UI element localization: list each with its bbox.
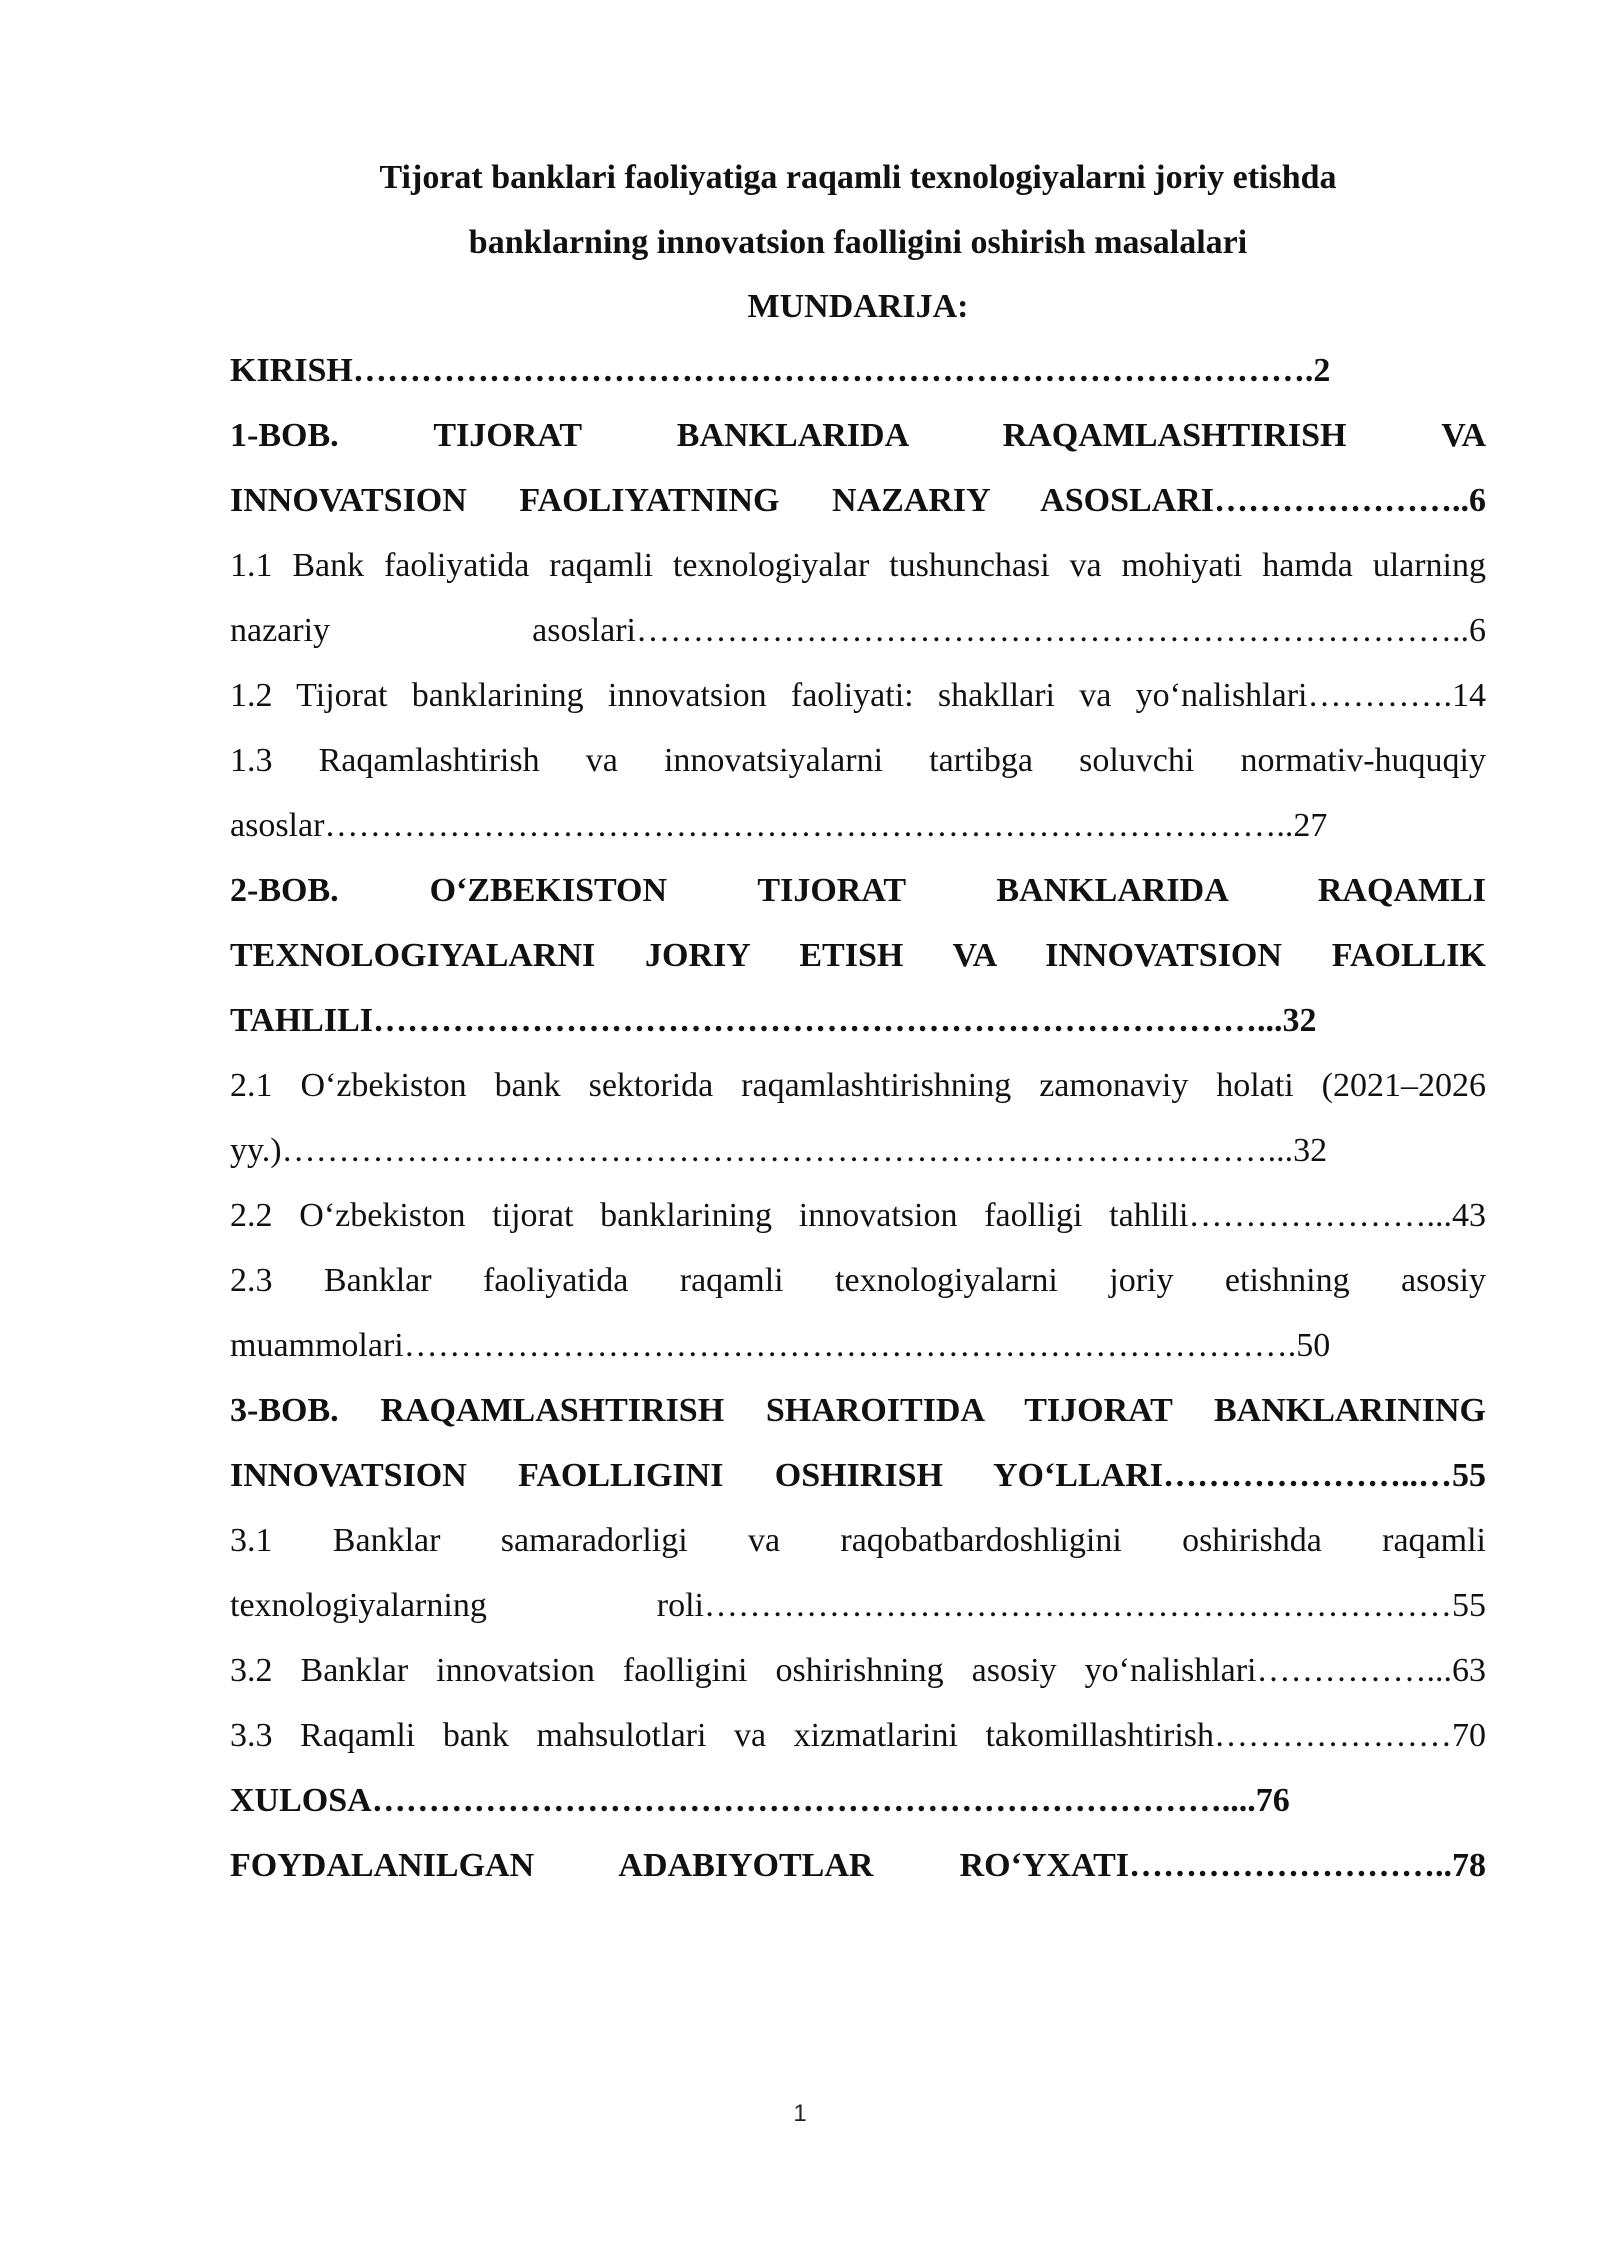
toc-section-line: muammolari…………………………………………………………………….50 (230, 1327, 1331, 1364)
toc-section-line: 3.2 Banklar innovatsion faolligini oshirishning asosiy yo‘nalishlari……………...63 (230, 1652, 1486, 1689)
toc-chapter-line: KIRISH………………………………………………………………………….2 (230, 352, 1331, 389)
toc-section-line: 1.2 Tijorat banklarining innovatsion faoliyati: shakllari va yo‘nalishlari………….14 (230, 677, 1486, 714)
toc-section-line: 3.1 Banklar samaradorligi va raqobatbardoshligini oshirishda raqamli (230, 1522, 1486, 1559)
toc-section-line: texnologiyalarning roli…………………………………………………………55 (230, 1587, 1486, 1624)
toc-section-line: 3.3 Raqamli bank mahsulotlari va xizmatlarini takomillashtirish…………………70 (230, 1717, 1486, 1754)
toc-chapter-line: 2-BOB. O‘ZBEKISTON TIJORAT BANKLARIDA RAQAMLI (230, 872, 1486, 909)
toc-chapter-line: 1-BOB. TIJORAT BANKLARIDA RAQAMLASHTIRISH VA (230, 417, 1486, 454)
toc-section-line: nazariy asoslari………………………………………………………………..6 (230, 612, 1486, 649)
contents-heading: MUNDARIJA: (747, 288, 969, 325)
toc-section-line: asoslar…………………………………………………………………………..27 (230, 807, 1328, 844)
toc-section-line: 2.2 O‘zbekiston tijorat banklarining innovatsion faolligi tahlili…………………...43 (230, 1197, 1486, 1234)
toc-chapter-line: FOYDALANILGAN ADABIYOTLAR RO‘YXATI………………………..78 (230, 1847, 1486, 1884)
toc-chapter-line: TAHLILI……………………………………………………………………...32 (230, 1002, 1317, 1039)
toc-chapter-line: INNOVATSION FAOLIYATNING NAZARIY ASOSLARI…………………..6 (230, 482, 1486, 519)
page-number: 1 (793, 2100, 807, 2127)
toc-section-line: yy.)……………………………………………………………………………...32 (230, 1132, 1328, 1169)
table-of-contents (230, 338, 1486, 1898)
toc-section-line: 2.3 Banklar faoliyatida raqamli texnologiyalarni joriy etishning asosiy (230, 1262, 1486, 1299)
toc-section-line: 1.3 Raqamlashtirish va innovatsiyalarni tartibga soluvchi normativ-huquqiy (230, 742, 1486, 779)
toc-chapter-line: 3-BOB. RAQAMLASHTIRISH SHAROITIDA TIJORAT BANKLARINING (230, 1392, 1486, 1429)
document-title-line-1: Tijorat banklari faoliyatiga raqamli texnologiyalarni joriy etishda (379, 159, 1337, 196)
toc-chapter-line: TEXNOLOGIYALARNI JORIY ETISH VA INNOVATSION FAOLLIK (230, 937, 1486, 974)
document-title-line-2: banklarning innovatsion faolligini oshirish masalalari (468, 224, 1248, 261)
toc-chapter-line: INNOVATSION FAOLLIGINI OSHIRISH YO‘LLARI…………………..…55 (230, 1457, 1486, 1494)
toc-section-line: 1.1 Bank faoliyatida raqamli texnologiyalar tushunchasi va mohiyati hamda ularning (230, 547, 1486, 584)
toc-chapter-line: XULOSA…………………………………………………………………....76 (230, 1782, 1290, 1819)
toc-section-line: 2.1 O‘zbekiston bank sektorida raqamlashtirishning zamonaviy holati (2021–2026 (230, 1067, 1486, 1104)
